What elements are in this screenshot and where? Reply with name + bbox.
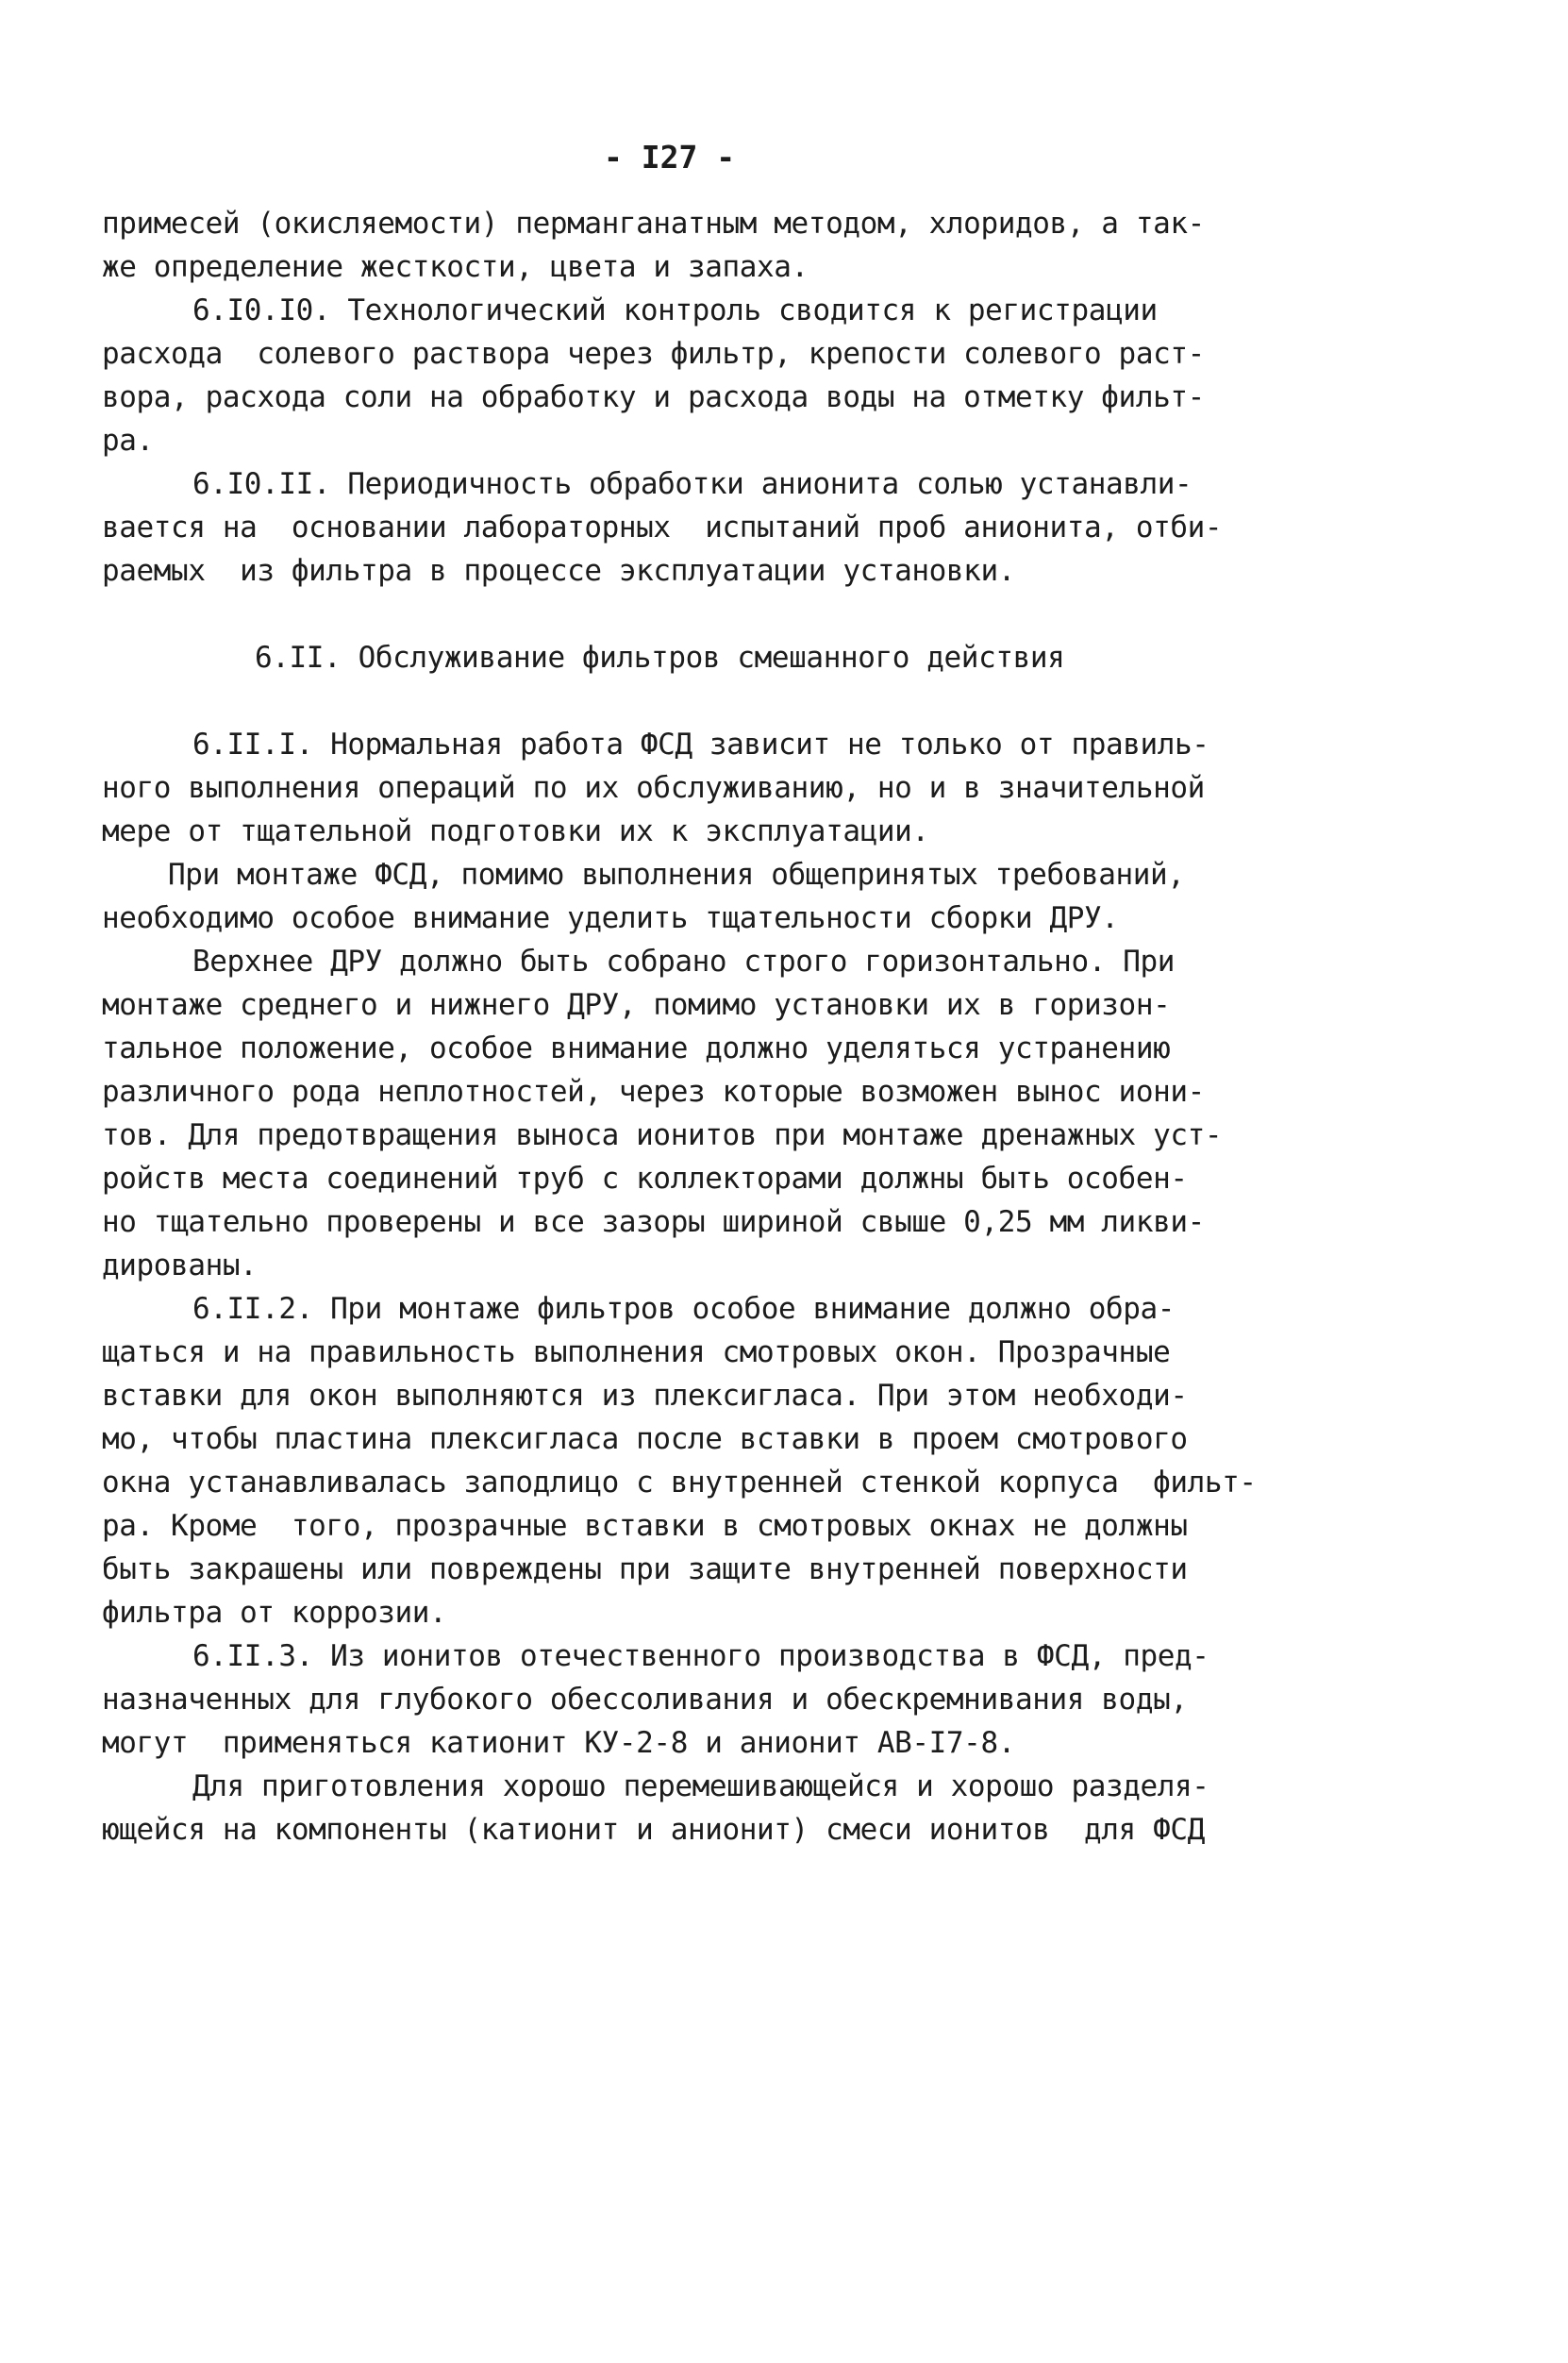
text-line: быть закрашены или повреждены при защите внутренней поверхности [102,1552,1188,1586]
text-line: мо, чтобы пластина плексигласа после вставки в проем смотрового [102,1422,1188,1456]
paragraph-start: Верхнее ДРУ должно быть собрано строго горизонтально. При [192,945,1176,979]
text-line: тальное положение, особое внимание должно уделяться устранению [102,1031,1171,1065]
text-line: ра. Кроме того, прозрачные вставки в смотровых окнах не должны [102,1509,1188,1543]
section-gap [102,679,1291,723]
section-heading: 6.II. Обслуживание фильтров смешанного действия [255,641,1065,675]
text-line: ющейся на компоненты (катионит и анионит) смеси ионитов для ФСД [102,1813,1205,1847]
paragraph-start-6-11-3: 6.II.3. Из ионитов отечественного производства в ФСД, пред- [192,1639,1209,1673]
body-text [102,202,1291,1852]
text-line: окна устанавливалась заподлицо с внутренней стенкой корпуса фильт- [102,1466,1257,1500]
text-line: вается на основании лабораторных испытаний проб анионита, отби- [102,511,1223,545]
text-line: различного рода неплотностей, через которые возможен вынос иони- [102,1075,1205,1109]
paragraph-start: Для приготовления хорошо перемешивающейся и хорошо разделя- [192,1769,1209,1803]
paragraph-start-6-11-2: 6.II.2. При монтаже фильтров особое внимание должно обра- [192,1292,1176,1326]
text-line: вора, расхода соли на обработку и расхода воды на отметку фильт- [102,380,1205,414]
paragraph-start-6-10-10: 6.I0.I0. Технологический контроль сводится к регистрации [192,293,1158,327]
text-line: же определение жесткости, цвета и запаха. [102,250,809,284]
text-line: вставки для окон выполняются из плексигласа. При этом необходи- [102,1379,1188,1413]
text-line: ного выполнения операций по их обслуживанию, но и в значительной [102,771,1205,805]
paragraph-start-6-11-1: 6.II.I. Нормальная работа ФСД зависит не только от правиль- [192,728,1209,762]
text-line: назначенных для глубокого обессоливания и обескремнивания воды, [102,1683,1188,1717]
text-line: могут применяться катионит КУ-2-8 и анионит АВ-I7-8. [102,1726,1015,1760]
text-line: необходимо особое внимание уделить тщательности сборки ДРУ. [102,901,1119,935]
text-line: дированы. [102,1249,258,1282]
page-number: - I27 - [604,139,736,176]
text-line: ройств места соединений труб с коллекторами должны быть особен- [102,1162,1188,1196]
paragraph-start: При монтаже ФСД, помимо выполнения общепринятых требований, [168,858,1185,892]
text-line: фильтра от коррозии. [102,1596,447,1630]
paragraph-start-6-10-11: 6.I0.II. Периодичность обработки анионита солью устанавли- [192,467,1193,501]
text-line: ра. [102,424,154,458]
text-line: раемых из фильтра в процессе эксплуатации установки. [102,554,1015,588]
text-line: тов. Для предотвращения выноса ионитов при монтаже дренажных уст- [102,1118,1223,1152]
text-line: мере от тщательной подготовки их к эксплуатации. [102,814,929,848]
section-gap [102,593,1291,636]
text-line: но тщательно проверены и все зазоры шириной свыше 0,25 мм ликви- [102,1205,1205,1239]
text-line: монтаже среднего и нижнего ДРУ, помимо установки их в горизон- [102,988,1171,1022]
text-line: примесей (окисляемости) перманганатным методом, хлоридов, а так- [102,207,1205,241]
text-line: расхода солевого раствора через фильтр, крепости солевого раст- [102,337,1205,371]
text-line: щаться и на правильность выполнения смотровых окон. Прозрачные [102,1335,1171,1369]
